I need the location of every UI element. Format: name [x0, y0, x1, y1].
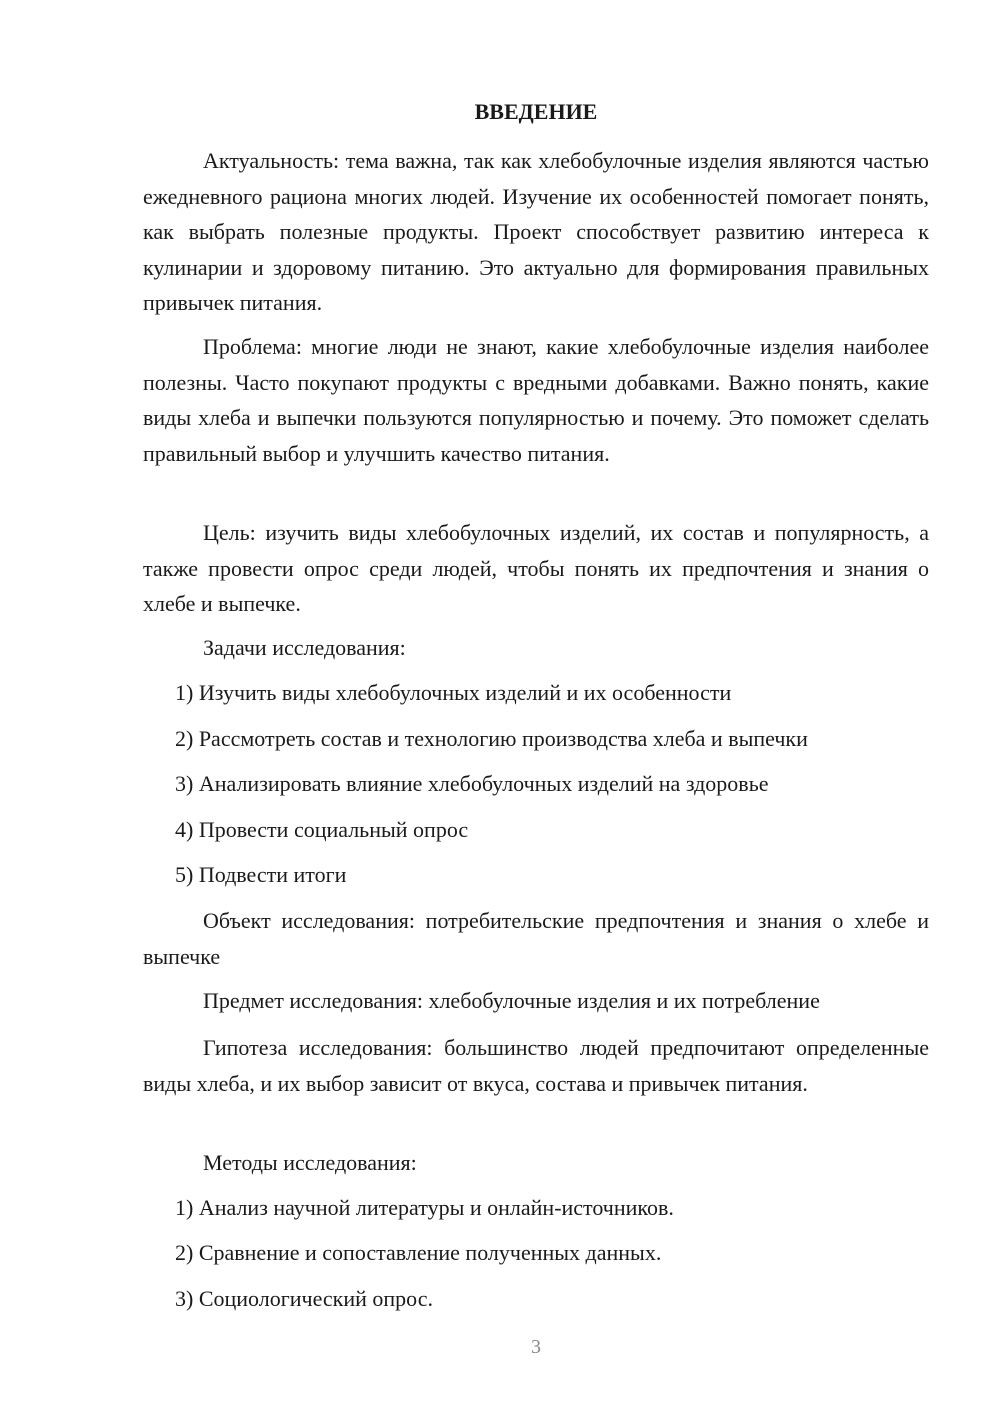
object-paragraph: Объект исследования: потребительские предпочтения и знания о хлебе и выпечке [143, 908, 929, 969]
list-item: 2) Рассмотреть состав и технологию производства хлеба и выпечки [175, 726, 808, 751]
tasks-heading: Задачи исследования: [203, 635, 406, 660]
relevance-paragraph: Актуальность: тема важна, так как хлебобулочные изделия являются частью ежедневного рациона многих людей. Изучение их особенностей помогает понять, как выбрать полезные продукты. Проект способствует развитию интереса к кулинарии и здоровому питанию. Это актуально для формирования правильных привычек питания. [143, 148, 929, 315]
list-item: 3) Анализировать влияние хлебобулочных изделий на здоровье [175, 771, 769, 796]
list-item: 3) Социологический опрос. [175, 1286, 433, 1311]
list-item: 5) Подвести итоги [175, 862, 347, 887]
subject-paragraph: Предмет исследования: хлебобулочные изделия и их потребление [203, 988, 820, 1013]
page-title: ВВЕДЕНИЕ [474, 99, 598, 124]
document-page [143, 0, 929, 1414]
page-number: 3 [531, 1336, 541, 1358]
list-item: 1) Анализ научной литературы и онлайн-источников. [175, 1195, 674, 1220]
hypothesis-paragraph: Гипотеза исследования: большинство людей предпочитают определенные виды хлеба, и их выбор зависит от вкуса, состава и привычек питания. [143, 1035, 929, 1096]
goal-paragraph: Цель: изучить виды хлебобулочных изделий, их состав и популярность, а также провести опрос среди людей, чтобы понять их предпочтения и знания о хлебе и выпечке. [143, 520, 929, 616]
list-item: 4) Провести социальный опрос [175, 817, 469, 842]
methods-heading: Методы исследования: [203, 1150, 417, 1175]
problem-paragraph: Проблема: многие люди не знают, какие хлебобулочные изделия наиболее полезны. Часто покупают продукты с вредными добавками. Важно понять, какие виды хлеба и выпечки пользуются популярностью и почему. Это поможет сделать правильный выбор и улучшить качество питания. [143, 334, 929, 466]
list-item: 2) Сравнение и сопоставление полученных данных. [175, 1240, 662, 1265]
list-item: 1) Изучить виды хлебобулочных изделий и их особенности [175, 680, 732, 705]
